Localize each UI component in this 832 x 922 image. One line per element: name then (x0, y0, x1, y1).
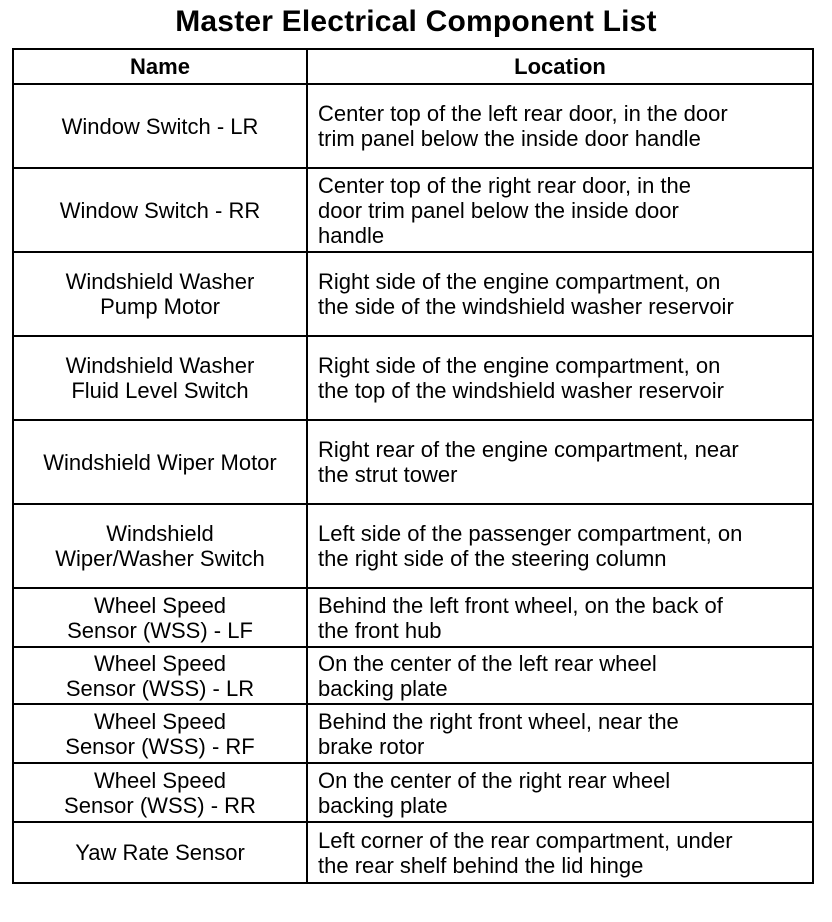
component-name-cell (13, 84, 307, 168)
component-name-cell (13, 252, 307, 336)
component-location: Behind the right front wheel, near the brake rotor (318, 708, 679, 759)
table-row (13, 588, 813, 647)
component-name-cell (13, 336, 307, 420)
table-row (13, 84, 813, 168)
component-name: Wheel Speed Sensor (WSS) - LR (65, 650, 255, 701)
component-location-cell (307, 763, 813, 822)
component-location: On the center of the left rear wheel backing plate (318, 650, 657, 701)
component-location: Center top of the left rear door, in the door trim panel below the inside door handle (318, 101, 728, 151)
component-location-cell (307, 588, 813, 647)
component-name: Window Switch - RR (59, 197, 261, 223)
component-location: Left side of the passenger compartment, on the right side of the steering column (318, 521, 743, 571)
column-header-location: Location (307, 49, 813, 84)
table-row (13, 168, 813, 252)
component-location: On the center of the right rear wheel backing plate (318, 767, 671, 818)
component-name: Yaw Rate Sensor (75, 840, 245, 865)
table-header-row (13, 49, 813, 84)
component-location-cell (307, 168, 813, 252)
component-table (12, 48, 814, 884)
table-row (13, 252, 813, 336)
component-name-cell (13, 704, 307, 763)
component-name-cell (13, 420, 307, 504)
column-header-name: Name (13, 49, 307, 84)
table-row (13, 647, 813, 704)
component-name: Windshield Washer Fluid Level Switch (65, 353, 255, 403)
component-name: Windshield Washer Pump Motor (65, 269, 255, 319)
table-row (13, 763, 813, 822)
component-location-cell (307, 504, 813, 588)
table-row (13, 420, 813, 504)
component-location: Left corner of the rear compartment, under the rear shelf behind the lid hinge (318, 827, 733, 878)
table-row (13, 704, 813, 763)
component-location: Right rear of the engine compartment, near the strut tower (318, 437, 739, 487)
component-name-cell (13, 822, 307, 883)
component-location: Behind the left front wheel, on the back of the front hub (318, 592, 723, 643)
table-row (13, 336, 813, 420)
table-row (13, 822, 813, 883)
component-name: Wheel Speed Sensor (WSS) - LF (67, 592, 253, 643)
component-location: Center top of the right rear door, in the door trim panel below the inside door handle (318, 172, 692, 248)
page-title: Master Electrical Component List (175, 5, 657, 38)
component-location-cell (307, 420, 813, 504)
component-location: Right side of the engine compartment, on the top of the windshield washer reservoir (318, 353, 724, 403)
component-location-cell (307, 647, 813, 704)
component-location-cell (307, 252, 813, 336)
component-location-cell (307, 704, 813, 763)
component-location: Right side of the engine compartment, on the side of the windshield washer reservoir (318, 269, 734, 319)
component-name: Wheel Speed Sensor (WSS) - RF (65, 708, 255, 759)
component-location-cell (307, 84, 813, 168)
component-name-cell (13, 647, 307, 704)
component-name: Windshield Wiper Motor (43, 449, 277, 475)
component-location-cell (307, 822, 813, 883)
component-name: Windshield Wiper/Washer Switch (55, 521, 265, 571)
component-name-cell (13, 588, 307, 647)
component-name: Wheel Speed Sensor (WSS) - RR (64, 767, 256, 818)
component-name-cell (13, 763, 307, 822)
component-name: Window Switch - LR (61, 113, 259, 139)
table-row (13, 504, 813, 588)
component-name-cell (13, 504, 307, 588)
component-name-cell (13, 168, 307, 252)
component-location-cell (307, 336, 813, 420)
